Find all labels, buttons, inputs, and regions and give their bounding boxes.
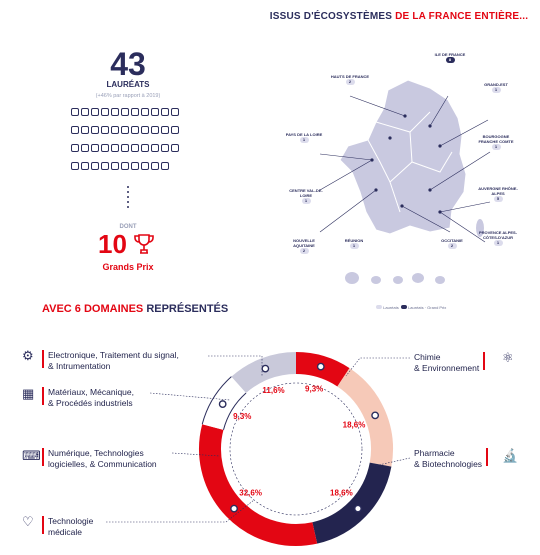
- domain-materials: Matériaux, Mécanique, & Procédés industriels: [42, 387, 134, 409]
- molecule-icon: ⚛: [502, 350, 514, 365]
- region-count-badge: 1: [302, 198, 311, 204]
- domain-medical: Technologie médicale: [42, 516, 93, 538]
- digital-icon: ⌨: [22, 448, 41, 463]
- region-bfc: BOURGOGNE FRANCHE COMTE 1: [478, 134, 514, 149]
- region-count-badge: 1: [492, 87, 501, 93]
- slice-percent-label: 11,6%: [262, 386, 285, 396]
- domain-pharma: Pharmacie & Biotechnologies: [414, 448, 488, 470]
- slice-percent-label: 9,3%: [305, 384, 324, 394]
- section-title-part1: AVEC 6 DOMAINES: [42, 303, 147, 315]
- region-count-badge: 1: [492, 144, 501, 150]
- electronics-icon: ⚙: [22, 348, 34, 363]
- materials-icon: ▦: [22, 386, 35, 401]
- laureats-label: LAURÉATS: [106, 80, 150, 89]
- region-count-badge: 8: [430, 57, 470, 63]
- header-title-part2: DE LA FRANCE ENTIÈRE...: [395, 11, 529, 22]
- region-occ: OCCITANIE 2: [441, 238, 463, 248]
- header-title-part1: ISSUS D'ÉCOSYSTÈMES: [269, 11, 396, 22]
- region-count-badge: 5: [494, 196, 503, 202]
- slice-percent-label: 18,6%: [342, 420, 366, 430]
- region-count-badge: 1: [350, 243, 359, 249]
- domain-electronics: Electronique, Traitement du signal, & Intrumentation: [42, 350, 179, 372]
- slice-percent-label: 18,6%: [330, 488, 353, 498]
- region-na: NOUVELLE AQUITAINE 2: [293, 238, 315, 253]
- grand-prix-label: Grands Prix: [102, 262, 154, 272]
- legend-laureats: Lauréats: [383, 305, 399, 310]
- region-cvl: CENTRE VAL-DE-LOIRE 1: [289, 188, 323, 203]
- slice-percent-label: 9,3%: [233, 412, 252, 422]
- region-idf: ILE DE FRANCE 8: [430, 52, 470, 63]
- section-title-part2: REPRÉSENTÉS: [146, 303, 229, 315]
- region-count-badge: 1: [300, 137, 309, 143]
- region-count-badge: 2: [346, 79, 355, 85]
- region-pdl: PAYS DE LA LOIRE 1: [285, 132, 323, 142]
- grand-prix-number: 10: [98, 229, 127, 259]
- laureats-growth: (+46% par rapport à 2019): [95, 93, 161, 99]
- laureats-count: 43: [110, 46, 146, 82]
- region-count-badge: 1: [494, 240, 503, 246]
- region-paca: PROVENCE ALPES-CÔTES-D'AZUR 1: [478, 230, 518, 245]
- region-ara: AUVERGNE RHÔNE-ALPES 5: [478, 186, 518, 201]
- region-count-badge: 2: [448, 243, 457, 249]
- slice-percent-label: 32,6%: [239, 488, 262, 498]
- region-count-badge: 2: [300, 248, 309, 254]
- region-reu: RÉUNION 1: [344, 238, 364, 248]
- region-ge: GRAND-EST 1: [484, 82, 508, 92]
- legend-grand-prix: Lauréats · Grand Prix: [408, 305, 447, 310]
- domain-digital: Numérique, Technologies logicielles, & Communication: [42, 448, 157, 470]
- medical-icon: ♡: [22, 514, 34, 529]
- domain-chemistry: Chimie & Environnement: [414, 352, 485, 374]
- dont-label: DONT: [119, 224, 137, 230]
- region-hdf: HAUTS DE FRANCE 2: [330, 74, 370, 84]
- microscope-icon: 🔬: [502, 448, 519, 463]
